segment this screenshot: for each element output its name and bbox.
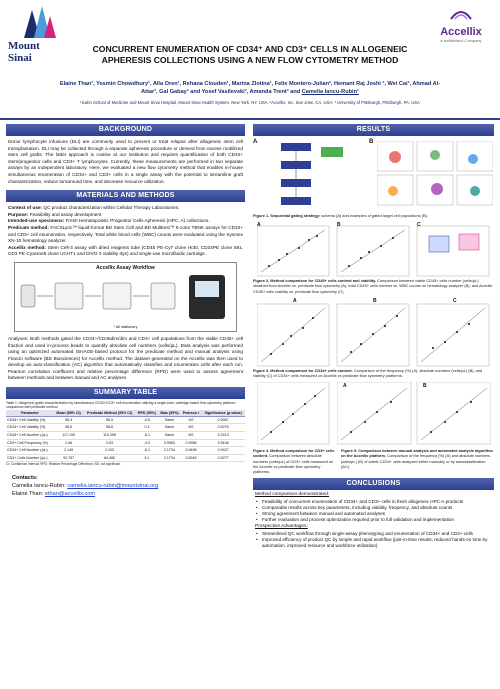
- table-cell: NS: [181, 432, 202, 440]
- background-heading: BACKGROUND: [6, 124, 245, 136]
- col-header: Mean (95% CI): [54, 410, 83, 417]
- summary-table-wrap: [6, 401, 245, 468]
- table-cell: -0.5: [136, 416, 158, 424]
- table-cell: 2.53: [83, 439, 135, 447]
- authors-line-2-text: Attar³, Gal Gabay³ and Yosef Vasilevski³, Amanda Trent³ and: [141, 89, 302, 95]
- methods-line-text: Stem Cell-3 assay with dried reagents tube (CD45 PE-Cy7 clone HI30, CD34PE clone 581, CD3 PE-Cyanine5 clone UCHT1 and DiVO-3 viability dye) and single-use microfluidic cartridge.: [8, 244, 243, 257]
- table-cell: 84,480: [83, 454, 135, 462]
- mount-sinai-emblem-icon: [20, 4, 60, 40]
- methods-line: [8, 205, 243, 212]
- results-heading: RESULTS: [253, 124, 494, 136]
- table-row: [6, 432, 245, 440]
- fig1-panel-b-label: B: [369, 139, 374, 145]
- methods-line-text: QC product characterization within Cellular Therapy Laboratories.: [42, 205, 180, 211]
- table-cell: -3.0: [136, 439, 158, 447]
- fig1-caption-bold: Figure 1. Sequential gating strategy:: [253, 213, 321, 218]
- list-item: • Feasibility of concurrent enumeration of CD34+ and CD3+ cells in fresh allogeneic HPC-A products: [255, 499, 492, 505]
- table-cell: Same: [158, 424, 180, 432]
- fig3-caption-text: Comparison of the frequency (%) (A), absolute numbers (cells/µL) (B), and viability (C) of CD34+ cells measured on Accellix vs predicate flow cytometry platforms.: [253, 367, 483, 379]
- table-cell: 0.0067: [201, 416, 245, 424]
- methods-line: [8, 245, 243, 258]
- fig2-panel-c-label: C: [417, 222, 421, 229]
- contacts-block: [6, 474, 245, 499]
- figure-2-caption: [253, 278, 494, 294]
- table-cell: 0.5108: [201, 439, 245, 447]
- table-cell: CD34+ Cell Number (/µL): [6, 447, 54, 455]
- gated-populations-plots-icon: [377, 141, 493, 207]
- table-row: [6, 447, 245, 455]
- table-cell: Same: [158, 432, 180, 440]
- methods-line: [8, 225, 243, 245]
- col-header: RPD (95%): [136, 410, 158, 417]
- table-row: [6, 424, 245, 432]
- authors-line-2: [30, 88, 470, 96]
- table-row: [6, 416, 245, 424]
- fig2-scatter-plots-icon: [257, 222, 491, 278]
- prospective-heading: Prospective Advantages:: [255, 524, 308, 530]
- table-cell: CD45+ Cell Viability (%): [6, 416, 54, 424]
- figure-3-caption: [253, 368, 494, 378]
- col-header: Significance (p-value): [201, 410, 245, 417]
- fig4-caption-bold: Figure 4. Method comparison for CD3+ cells content.: [253, 448, 335, 459]
- table-cell: 0.9956: [181, 439, 202, 447]
- fig2-panel-a-label: A: [257, 222, 261, 229]
- table-cell: 0.4: [136, 424, 158, 432]
- table-cell: 2,149: [54, 447, 83, 455]
- summary-table: [6, 410, 245, 463]
- table-cell: 117,199: [54, 432, 83, 440]
- table-cell: 2.1734: [158, 447, 180, 455]
- methods-line-label: Intended-use specimens:: [8, 218, 65, 224]
- methods-heading: MATERIALS AND METHODS: [6, 190, 245, 202]
- left-column: [6, 124, 245, 499]
- header-divider: [0, 118, 500, 120]
- figures-4-5: [253, 382, 494, 448]
- corresponding-author: Camelia Iancu-Rubin¹: [301, 89, 359, 95]
- methods-line: [8, 212, 243, 219]
- table-cell: CD45+ Cell Number (/µL): [6, 432, 54, 440]
- background-text: Donor lymphocyte infusions (DLI) are commonly used to prevent or treat relapse after allogeneic stem cell transplantation. DLI may be collected through a separate apheresis procedure or derived from excess mobilized stem cell grafts. The latter approach is routine at our institution and requires quantification of both CD34+ stem/progenitor cells and CD3+ T lymphocytes. Currently, these measurements are performed in two separate assays by an independent laboratory. Here, we evaluated a new flow cytometry method that enables in-house simultaneous enumeration of CD34+ and CD3+ cells in a single assay with the potential to streamline graft characterization, reduce turnaround time, and decrease resource utilization.: [8, 139, 243, 184]
- list-item: • Streamlined QC workflow through single-assay phenotyping and enumeration of CD34+ and CD3+ cells: [255, 531, 492, 537]
- fig4-scatter-plot-icon: [257, 382, 331, 446]
- conclusions-heading: CONCLUSIONS: [253, 478, 494, 490]
- col-header: Pearson r: [181, 410, 202, 417]
- table-cell: CD3+ Cells Number (/µL): [6, 454, 54, 462]
- table-cell: 0.2213: [201, 432, 245, 440]
- poster-header: [0, 0, 500, 132]
- methods-line: [8, 218, 243, 225]
- fig3-caption-bold: Figure 3. Method comparison for CD34+ cells content.: [253, 367, 353, 373]
- fig5-panel-b-label: B: [423, 383, 427, 390]
- table-cell: NS: [181, 416, 202, 424]
- methods-line-label: Predicate method:: [8, 224, 49, 230]
- table-cell: 92,757: [54, 454, 83, 462]
- fig3-scatter-plots-icon: [257, 298, 491, 368]
- table-cell: CD34+ Cell Viability (%): [6, 424, 54, 432]
- figure-3: [253, 298, 494, 368]
- list-item: • Further evaluation and process optimization required prior to full validation and implementation: [255, 517, 492, 523]
- col-header: Parameter: [6, 410, 54, 417]
- table-cell: 2,103: [83, 447, 135, 455]
- summary-table-footnote: CI: Confidence Interval; RPD: Relative Percentage Difference; NS: not significant: [6, 462, 121, 467]
- right-column: [253, 124, 494, 549]
- methods-line-text: FACSLyric™ liquid-format BD Stem Cell and BD Multitest™ 6-color TBNK assays for CD34+ and CD3+ cell enumeration, respectively. Total white blood cells (WBC) counts were evaluated using the Sysmex XN-10 hematology analyzer.: [8, 224, 243, 244]
- table-cell: NS: [181, 424, 202, 432]
- summary-table-caption: Table 1: Allogeneic grafts characterization by simultaneous CD34+/CD3+ cell enumeration utilizing a single-tube, cartridge-based flow cytometry platform: comparison with predicate method: [6, 401, 236, 410]
- contact-line-2: [12, 490, 245, 498]
- table-cell: 2.66: [54, 439, 83, 447]
- table-cell: CD3+ Cell Frequency (%): [6, 439, 54, 447]
- figure-2: [253, 222, 494, 278]
- title-line-1: CONCURRENT ENUMERATION OF CD34⁺ AND CD3⁺ CELLS IN ALLOGENEIC: [92, 44, 408, 54]
- figures-4-5-captions: [253, 448, 494, 474]
- table-cell: 0.5277: [201, 454, 245, 462]
- accellix-logo: [428, 8, 494, 42]
- mount-sinai-logo: [6, 4, 76, 66]
- fig1-panel-a-label: A: [253, 139, 258, 145]
- table-cell: -5.1: [136, 447, 158, 455]
- col-header: Predicate Method (95% CI): [83, 410, 135, 417]
- logo-text-sinai: Sinai: [8, 52, 32, 64]
- logo-text-mount: Mount: [8, 40, 40, 52]
- fig2-caption-bold: Figure 2. Method comparison for CD45+ cells content and viability.: [253, 278, 377, 284]
- accellix-tagline: a bioMérieux Company: [440, 38, 482, 43]
- author-list: [30, 80, 470, 96]
- workflow-title: Accellix Assay Workflow: [96, 264, 155, 271]
- contact-name-1: Camelia Iancu-Rubin:: [12, 483, 66, 490]
- list-item: • Strong agreement between manual and automated analyses: [255, 511, 492, 517]
- table-row: [6, 439, 245, 447]
- fig5-caption-text: Comparison of the frequency (%) (A) and absolute numbers (cells/µL) (B) of viable CD34+ cells analyzed either manually or by autoclassification (AC).: [341, 453, 491, 469]
- figure-1: [253, 139, 494, 213]
- accellix-name: Accellix: [440, 26, 482, 38]
- fig3-panel-a-label: A: [293, 297, 297, 304]
- list-item: • Improved efficiency of product QC by simple and rapid workflow (just-in-time results, reduced hands-on time by automation, improved resource and workforce utilization): [255, 537, 492, 549]
- table-cell: 0.9983: [158, 439, 180, 447]
- workflow-note: * All stationary: [113, 324, 138, 329]
- contact-line-1: [12, 482, 245, 490]
- fig2-panel-b-label: B: [337, 222, 341, 229]
- fig5-panel-a-label: A: [343, 383, 347, 390]
- table-cell: 0.9427: [201, 447, 245, 455]
- authors-line-1: Elaine Than¹, Yesmin Chowdhury¹, Alla Oren¹, Rehana Clouden¹, Marina Zlotina¹, Felix Montero-Julian², Hemant Raj Joshi ³, Wei Cai³, Ahmad Al-: [59, 81, 441, 87]
- gating-schema-icon: [261, 141, 361, 209]
- fig4-caption-text: Comparison between absolute numbers (cells/µL) of CD3+ cells measured on the Accellix vs predicate flow cytometry platforms.: [253, 453, 334, 475]
- figure-4-caption: [253, 448, 337, 474]
- methods-list: [6, 205, 245, 258]
- methods-line-text: Feasibility and assay development: [28, 211, 102, 217]
- fig5-scatter-plots-icon: [337, 382, 491, 446]
- methods-line-label: Context of use:: [8, 205, 43, 211]
- methods-line-label: Purpose:: [8, 211, 29, 217]
- poster-title: [78, 44, 422, 66]
- table-cell: -5.1: [136, 432, 158, 440]
- fig1-caption-text: schema (A) and examples of gated target cell populations (B).: [320, 213, 428, 218]
- table-cell: 98.6: [54, 424, 83, 432]
- list-item: • Comparable results across key parameters, including viability, frequency, and absolute counts: [255, 505, 492, 511]
- title-line-2: APHERESIS COLLECTIONS USING A NEW FLOW CYTOMETRY METHOD: [101, 55, 399, 65]
- fig2-caption-text: Comparison between viable CD45+ cells number (cells/µL) obtained from Accellix vs. predicate flow cytometry (A), total CD45+ cells number vs. WBC counts on hematology analyzer (B), and Accellix CD45+ cells viability vs. predicate flow cytometry (C).: [253, 278, 493, 294]
- contact-email-link-1[interactable]: camelia.iancu-rubin@mountsinai.org: [67, 483, 159, 490]
- contacts-heading: Contacts:: [12, 474, 38, 481]
- methods-line-text: Fresh Hematopoietic Progenitor Cells Apheresis (HPC, A) collections.: [64, 218, 210, 224]
- assay-workflow-figure: [14, 262, 237, 332]
- summary-heading: SUMMARY TABLE: [6, 387, 245, 399]
- figure-5-caption: [341, 448, 494, 474]
- table-cell: 98.6: [83, 424, 135, 432]
- col-header: Bias (95%): [158, 410, 180, 417]
- accellix-swirl-icon: [449, 9, 473, 21]
- table-cell: Same: [158, 416, 180, 424]
- workflow-diagram-icon: [19, 275, 229, 323]
- contact-email-link-2[interactable]: ethan@accellix.com: [44, 491, 96, 498]
- table-cell: 98.9: [83, 416, 135, 424]
- analyses-text: Analyses: Both methods gated the CD34+/CD45dim/dim and CD3+ cell populations from the viable CD45+ cell fraction and used in-process beads to quantify absolute cell numbers (cells/µL). Data analysis was performed using an optimized automated ISHAGE-based protocol for the predicate method and manual analysis using FlowJo software (BD Biosciences) for Accellix method. The dataset generated on the Accellix was then used to develop an auto-classification (AC) algorithm that automatically classifies and enumerates cells after each run. Pearson correlation coefficient and relative percentage difference (RPD) were used to assess agreement between methods and between manual and AC analyses: [8, 335, 243, 381]
- table-cell: 98.4: [54, 416, 83, 424]
- table-cell: 8.1: [136, 454, 158, 462]
- table-row: [6, 454, 245, 462]
- methods-line-label: Accellix method:: [8, 244, 46, 250]
- table-cell: 0.5276: [201, 424, 245, 432]
- table-cell: 0.8245: [181, 454, 202, 462]
- table-cell: 2.1734: [158, 454, 180, 462]
- table-cell: 0.9498: [181, 447, 202, 455]
- conclusions-body: [253, 492, 494, 549]
- fig5-caption-bold: Figure 5. Comparison between manual analysis and automated analysis algorithm on the Accellix platform.: [341, 448, 493, 459]
- method-comparison-heading: Method comparison demonstrated:: [255, 492, 330, 498]
- affiliations: ¹Icahn School of Medicine and Mount Sinai Hospital, Mount Sinai Health System, New York, NY, USA; ²Accellix, Inc. San Jose, CA, USA; ³ University of Pittsburgh, Pittsburgh, PA, USA: [80, 100, 420, 105]
- contact-name-2: Elaine Than:: [12, 491, 44, 498]
- table-cell: 115,398: [83, 432, 135, 440]
- fig3-panel-c-label: C: [453, 297, 457, 304]
- fig3-panel-b-label: B: [373, 297, 377, 304]
- figure-1-caption: [253, 213, 494, 218]
